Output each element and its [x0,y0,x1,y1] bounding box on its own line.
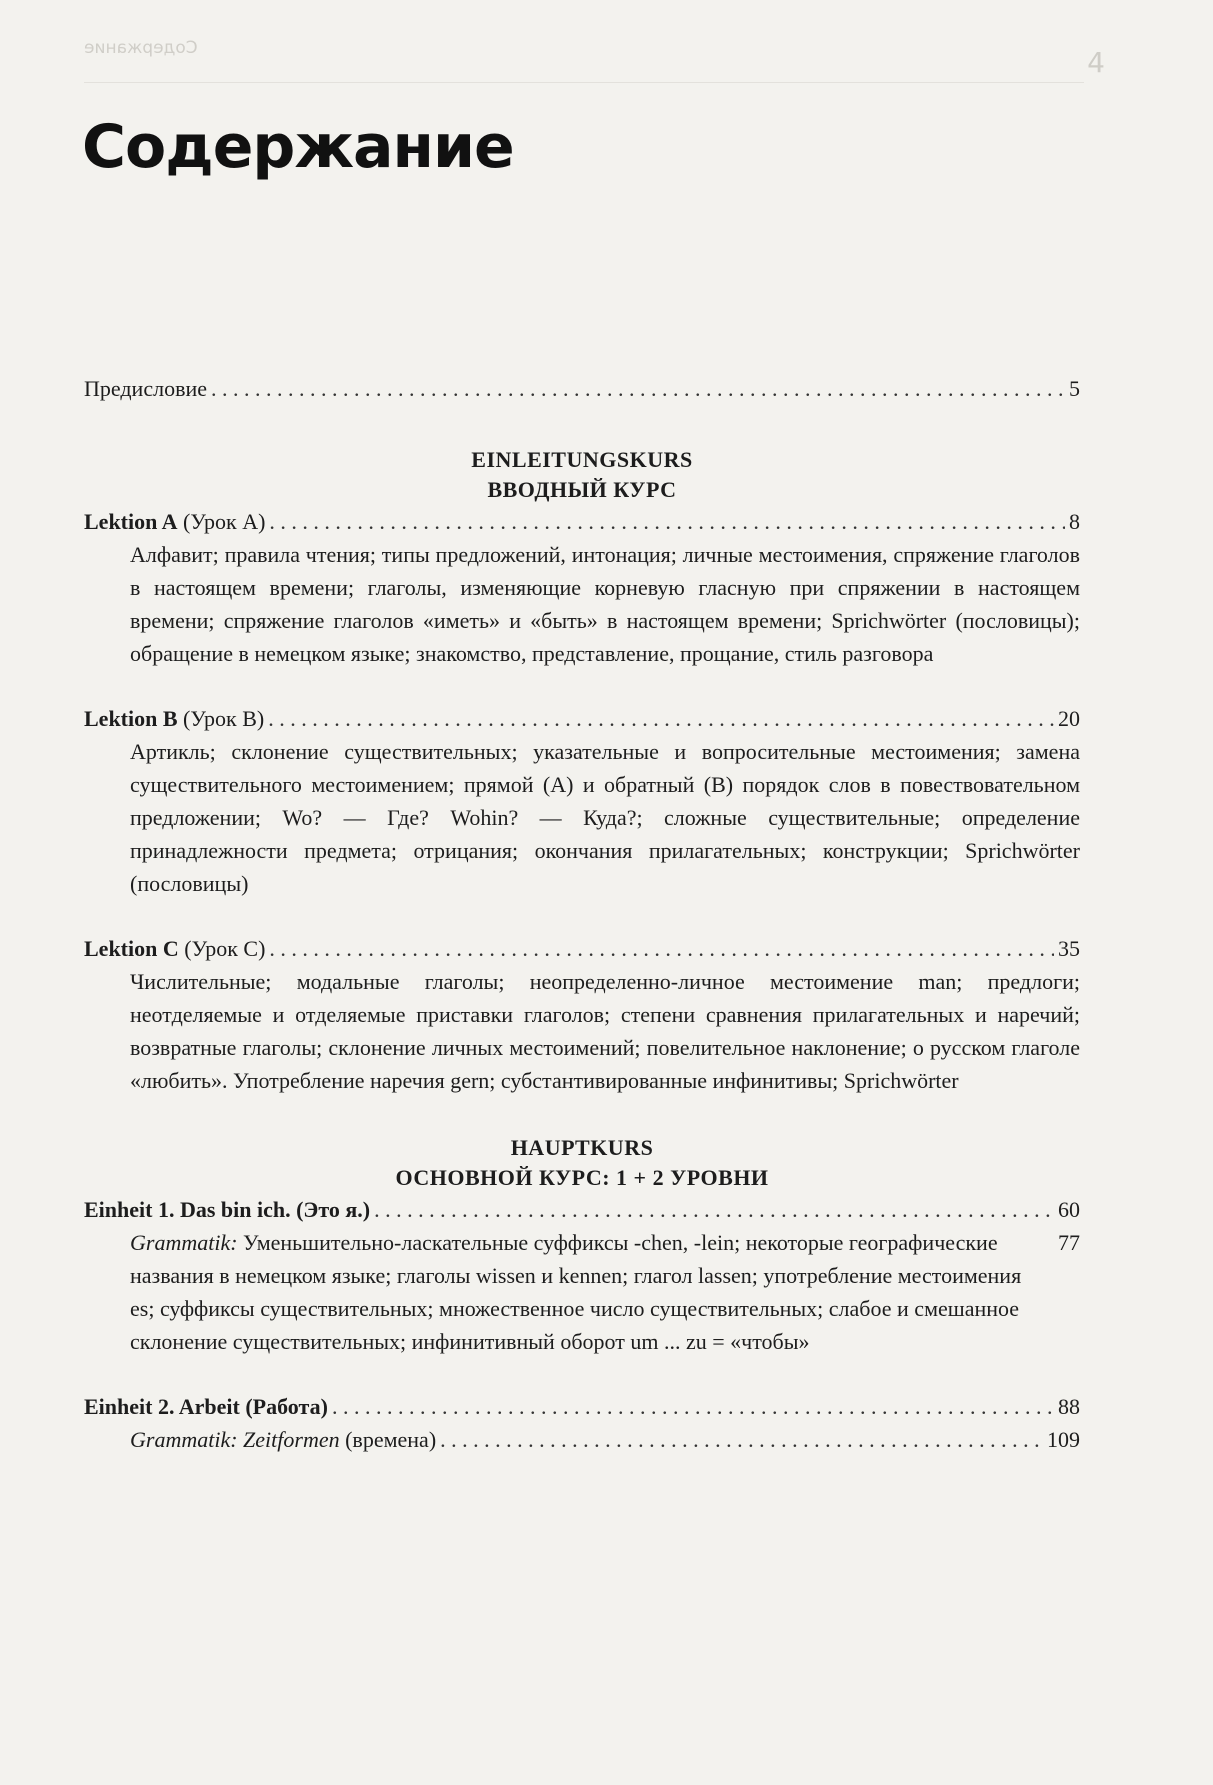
table-of-contents [84,372,1080,1456]
toc-entry-label: Предисловие [84,376,207,401]
toc-entry-label: Einheit 1. Das bin ich. (Это я.) [84,1197,371,1222]
toc-entry-page: 109 [1047,1427,1080,1452]
toc-entry-page: 77 [1058,1230,1080,1255]
leader-dots [332,1390,1054,1423]
header-rule [84,82,1084,83]
toc-entry-description: Артикль; склонение существительных; указательные и вопросительные местоимения; замена существительного местоимением; прямой (A) и обратный (B) порядок слов в повествовательном предложении; Wo? — Где? Wohin? — Куда?; сложные существительные; определение принадлежности предмета; отрицания; окончания прилагательных; конструкции; Sprichwörter (пословицы) [130,739,1080,896]
toc-entry-lektion-a[interactable] [84,505,1080,538]
leader-dots [269,505,1065,538]
running-header: Содержание [84,38,198,58]
leader-dots [268,702,1054,735]
leader-dots [440,1423,1043,1456]
toc-entry-einheit-1[interactable] [84,1193,1080,1226]
toc-entry-lektion-b[interactable] [84,702,1080,735]
toc-subentry-grammar[interactable] [130,1226,1080,1358]
toc-entry-page: 35 [1058,936,1080,961]
toc-entry-label: Lektion A (Урок A) [84,509,266,534]
leader-dots [269,932,1054,965]
toc-entry-label: Einheit 2. Arbeit (Работа) [84,1394,328,1419]
toc-entry-lektion-c[interactable] [84,932,1080,965]
section-heading-ru: ВВОДНЫЙ КУРС [487,477,677,502]
toc-entry-label: Lektion B (Урок B) [84,706,265,731]
leader-dots [211,372,1065,405]
section-heading-ru: ОСНОВНОЙ КУРС: 1 + 2 УРОВНИ [395,1165,769,1190]
toc-entry-page: 8 [1069,509,1080,534]
toc-entry-label: Lektion C (Урок C) [84,936,266,961]
section-heading-de: EINLEITUNGSKURS [471,447,693,472]
toc-entry-description: Алфавит; правила чтения; типы предложений, интонация; личные местоимения, спряжение глаголов в настоящем времени; глаголы, изменяющие корневую гласную при спряжении в настоящем времени; спряжение глаголов «иметь» и «быть» в настоящем времени; Sprichwörter (пословицы); обращение в немецком языке; знакомство, представление, прощание, стиль разговора [130,542,1080,666]
toc-entry-description: Grammatik: Уменьшительно-ласкательные суффиксы -chen, -lein; некоторые географические названия в немецком языке; глаголы wissen и kennen; глагол lassen; употребление местоимения es; суффиксы существительных; множественное число существительных; слабое и смешанное склонение существительных; инфинитивный оборот um ... zu = «чтобы» [130,1230,1022,1354]
toc-entry-label: Grammatik: Zeitformen (времена) [130,1427,437,1452]
toc-entry-einheit-2[interactable] [84,1390,1080,1423]
toc-entry-page: 60 [1058,1197,1080,1222]
running-page-number: 4 [1087,46,1105,79]
toc-entry-description: Числительные; модальные глаголы; неопределенно-личное местоимение man; предлоги; неотделяемые и отделяемые приставки глаголов; степени сравнения прилагательных и наречий; возвратные глаголы; склонение личных местоимений; повелительное наклонение; о русском глаголе «любить». Употребление наречия gern; субстантивированные инфинитивы; Sprichwörter [130,969,1080,1093]
page-title: Содержание [82,112,514,182]
toc-entry-preface[interactable] [84,372,1080,405]
toc-subentry-grammar[interactable] [130,1423,1080,1456]
toc-entry-page: 88 [1058,1394,1080,1419]
section-heading-de: HAUPTKURS [510,1135,654,1160]
toc-entry-page: 5 [1069,376,1080,401]
leader-dots [374,1193,1054,1226]
toc-entry-page: 20 [1058,706,1080,731]
